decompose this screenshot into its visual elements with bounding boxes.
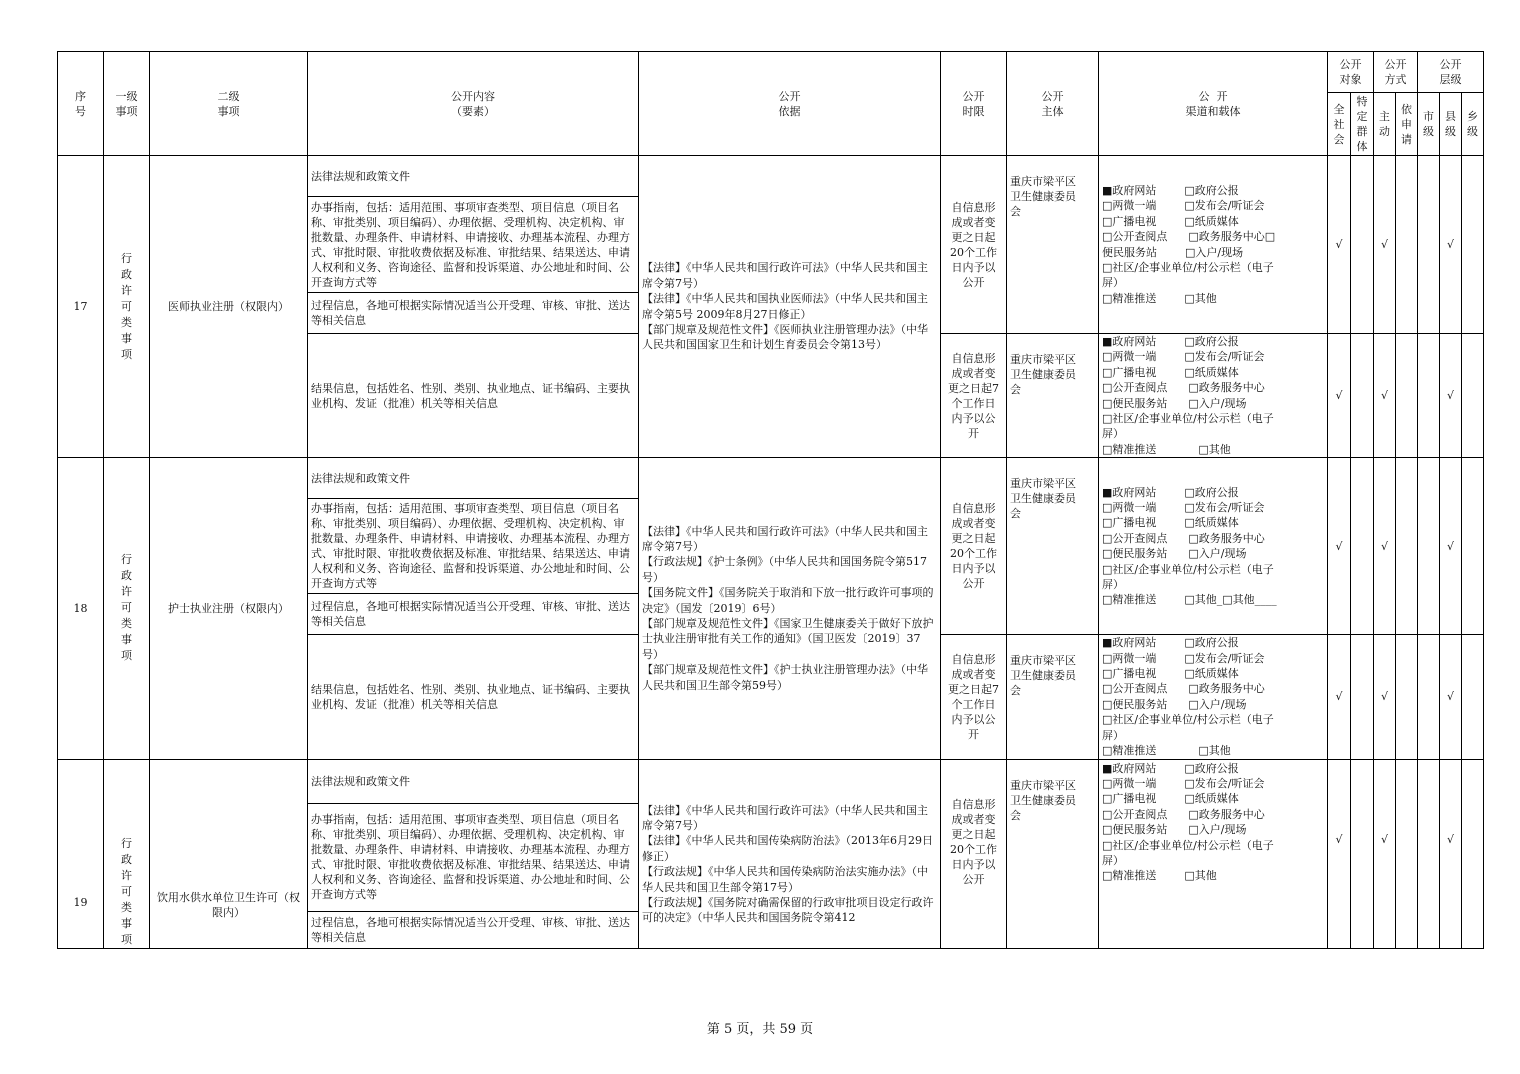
col-method-apply: 依 申 请 — [1396, 93, 1418, 156]
method-apply-empty — [1396, 759, 1418, 948]
row-channel: ■政府网站 □政府公报 □两微一端 □发布会/听证会 □广播电视 □纸质媒体 □公开查阅点 □政务服务中心 □便民服务站 □入户/现场 □社区/企事业单位/村公示栏（电子 屏） □精准推送 □其他_□其他____ — [1099, 458, 1328, 635]
method-apply-empty — [1396, 458, 1418, 635]
tier-town-empty — [1462, 635, 1484, 759]
method-apply-empty — [1396, 334, 1418, 458]
row-deadline: 自信息形 成或者变 更之日起 20个工作 日内予以 公开 — [941, 759, 1007, 948]
row-level1: 行 政 许 可 类 事 项 — [104, 759, 150, 948]
method-active-check: √ — [1374, 458, 1396, 635]
row-channel: ■政府网站 □政府公报 □两微一端 □发布会/听证会 □广播电视 □纸质媒体 □公开查阅点 □政务服务中心 □便民服务站 □入户/现场 □社区/企事业单位/村公示栏（电子 屏） □精准推送 □其他 — [1099, 635, 1328, 759]
col-level2: 二级 事项 — [150, 52, 308, 156]
method-active-check: √ — [1374, 334, 1396, 458]
tier-county-check: √ — [1440, 759, 1462, 948]
content-process: 过程信息，各地可根据实际情况适当公开受理、审核、审批、送达等相关信息 — [308, 293, 639, 334]
row-subject: 重庆市梁平区 卫生健康委员 会 — [1007, 334, 1099, 458]
row-channel: ■政府网站 □政府公报 □两微一端 □发布会/听证会 □广播电视 □纸质媒体 □公开查阅点 □政务服务中心□ 便民服务站 □入户/现场 □社区/企事业单位/村公示栏（电子 屏） □精准推送 □其他 — [1099, 156, 1328, 334]
row-level2: 饮用水供水单位卫生许可（权限内） — [150, 759, 308, 948]
col-method: 公开 方式 — [1374, 52, 1418, 93]
target-specific-empty — [1351, 458, 1374, 635]
content-guide: 办事指南，包括：适用范围、事项审查类型、项目信息（项目名称、审批类别、项目编码）、办理依据、受理机构、决定机构、审批数量、办理条件、申请材料、申请接收、办理基本流程、办理方式、审批时限、审批收费依据及标准、审批结果、结果送达、申请人权利和义务、咨询途径、监督和投诉渠道、办公地址和时间、公开查询方式等 — [308, 803, 639, 911]
tier-county-check: √ — [1440, 635, 1462, 759]
col-basis: 公开 依据 — [639, 52, 941, 156]
tier-town-empty — [1462, 334, 1484, 458]
tier-city-empty — [1418, 334, 1440, 458]
col-tier-county: 县 级 — [1440, 93, 1462, 156]
tier-city-empty — [1418, 458, 1440, 635]
target-specific-empty — [1351, 759, 1374, 948]
table-row — [58, 759, 1484, 803]
method-apply-empty — [1396, 635, 1418, 759]
tier-town-empty — [1462, 156, 1484, 334]
col-deadline: 公开 时限 — [941, 52, 1007, 156]
row-level2: 医师执业注册（权限内） — [150, 156, 308, 458]
tier-town-empty — [1462, 458, 1484, 635]
content-result: 结果信息，包括姓名、性别、类别、执业地点、证书编码、主要执业机构、发证（批准）机关等相关信息 — [308, 334, 639, 458]
target-specific-empty — [1351, 334, 1374, 458]
row-deadline: 自信息形 成或者变 更之日起7 个工作日 内予以公 开 — [941, 334, 1007, 458]
row-basis: 【法律】《中华人民共和国行政许可法》（中华人民共和国主席令第7号） 【法律】《中华人民共和国传染病防治法》（2013年6月29日修正） 【行政法规】《中华人民共和国传染病防治法实施办法》（中华人民共和国卫生部令第17号） 【行政法规】《国务院对确需保留的行政审批项目设定行政许可的决定》（中华人民共和国国务院令第412 — [639, 759, 941, 948]
col-tier-town: 乡 级 — [1462, 93, 1484, 156]
disclosure-table — [57, 51, 1484, 949]
content-guide: 办事指南，包括：适用范围、事项审查类型、项目信息（项目名称、审批类别、项目编码）、办理依据、受理机构、决定机构、审批数量、办理条件、申请材料、申请接收、办理基本流程、办理方式、审批时限、审批收费依据及标准、审批结果、结果送达、申请人权利和义务、咨询途径、监督和投诉渠道、办公地址和时间、公开查询方式等 — [308, 197, 639, 293]
row-channel: ■政府网站 □政府公报 □两微一端 □发布会/听证会 □广播电视 □纸质媒体 □公开查阅点 □政务服务中心 □便民服务站 □入户/现场 □社区/企事业单位/村公示栏（电子 屏） □精准推送 □其他 — [1099, 759, 1328, 948]
row-subject: 重庆市梁平区 卫生健康委员 会 — [1007, 635, 1099, 759]
target-all-check: √ — [1328, 156, 1351, 334]
method-active-check: √ — [1374, 759, 1396, 948]
content-law: 法律法规和政策文件 — [308, 458, 639, 499]
tier-county-check: √ — [1440, 334, 1462, 458]
content-result: 结果信息，包括姓名、性别、类别、执业地点、证书编码、主要执业机构、发证（批准）机关等相关信息 — [308, 635, 639, 759]
col-seq: 序 号 — [58, 52, 104, 156]
row-seq: 17 — [58, 156, 104, 458]
col-target: 公开 对象 — [1328, 52, 1374, 93]
row-basis: 【法律】《中华人民共和国行政许可法》（中华人民共和国主席令第7号） 【法律】《中华人民共和国执业医师法》（中华人民共和国主席令第5号 2009年8月27日修正） 【部门规章及规范性文件】《医师执业注册管理办法》（中华人民共和国国家卫生和计划生育委员会令第13号） — [639, 156, 941, 458]
content-guide: 办事指南，包括：适用范围、事项审查类型、项目信息（项目名称、审批类别、项目编码）、办理依据、受理机构、决定机构、审批数量、办理条件、申请材料、申请接收、办理基本流程、办理方式、审批时限、审批收费依据及标准、审批结果、结果送达、申请人权利和义务、咨询途径、监督和投诉渠道、办公地址和时间、公开查询方式等 — [308, 499, 639, 594]
tier-city-empty — [1418, 635, 1440, 759]
row-level2: 护士执业注册（权限内） — [150, 458, 308, 759]
row-deadline: 自信息形 成或者变 更之日起 20个工作 日内予以 公开 — [941, 458, 1007, 635]
target-all-check: √ — [1328, 458, 1351, 635]
target-all-check: √ — [1328, 635, 1351, 759]
col-target-all: 全 社 会 — [1328, 93, 1351, 156]
tier-city-empty — [1418, 156, 1440, 334]
row-basis: 【法律】《中华人民共和国行政许可法》（中华人民共和国主席令第7号） 【行政法规】《护士条例》（中华人民共和国国务院令第517号） 【国务院文件】《国务院关于取消和下放一批行政许可事项的决定》（国发〔2019〕6号） 【部门规章及规范性文件】《国家卫生健康委关于做好下放护士执业注册审批有关工作的通知》（国卫医发〔2019〕37号） 【部门规章及规范性文件】《护士执业注册管理办法》（中华人民共和国卫生部令第59号） — [639, 458, 941, 759]
target-all-check: √ — [1328, 759, 1351, 948]
method-active-check: √ — [1374, 156, 1396, 334]
content-law: 法律法规和政策文件 — [308, 156, 639, 197]
col-subject: 公开 主体 — [1007, 52, 1099, 156]
content-process: 过程信息，各地可根据实际情况适当公开受理、审核、审批、送达等相关信息 — [308, 911, 639, 948]
col-content: 公开内容 （要素） — [308, 52, 639, 156]
col-channel: 公 开 渠道和载体 — [1099, 52, 1328, 156]
col-target-specific: 特 定 群 体 — [1351, 93, 1374, 156]
content-process: 过程信息，各地可根据实际情况适当公开受理、审核、审批、送达等相关信息 — [308, 594, 639, 635]
row-seq: 19 — [58, 759, 104, 948]
tier-county-check: √ — [1440, 156, 1462, 334]
table-row — [58, 156, 1484, 197]
row-channel: ■政府网站 □政府公报 □两微一端 □发布会/听证会 □广播电视 □纸质媒体 □公开查阅点 □政务服务中心 □便民服务站 □入户/现场 □社区/企事业单位/村公示栏（电子 屏） □精准推送 □其他 — [1099, 334, 1328, 458]
target-specific-empty — [1351, 635, 1374, 759]
row-subject: 重庆市梁平区 卫生健康委员 会 — [1007, 759, 1099, 948]
table-row — [58, 458, 1484, 499]
target-specific-empty — [1351, 156, 1374, 334]
row-level1: 行 政 许 可 类 事 项 — [104, 156, 150, 458]
col-tier-city: 市 级 — [1418, 93, 1440, 156]
target-all-check: √ — [1328, 334, 1351, 458]
page-footer: 第 5 页，共 59 页 — [706, 1022, 814, 1037]
row-seq: 18 — [58, 458, 104, 759]
tier-county-check: √ — [1440, 458, 1462, 635]
tier-town-empty — [1462, 759, 1484, 948]
tier-city-empty — [1418, 759, 1440, 948]
header-row — [58, 52, 1484, 93]
row-level1: 行 政 许 可 类 事 项 — [104, 458, 150, 759]
col-level1: 一级 事项 — [104, 52, 150, 156]
content-law: 法律法规和政策文件 — [308, 759, 639, 803]
row-subject: 重庆市梁平区 卫生健康委员 会 — [1007, 156, 1099, 334]
col-tier: 公开 层级 — [1418, 52, 1484, 93]
method-active-check: √ — [1374, 635, 1396, 759]
method-apply-empty — [1396, 156, 1418, 334]
row-deadline: 自信息形 成或者变 更之日起7 个工作日 内予以公 开 — [941, 635, 1007, 759]
col-method-active: 主 动 — [1374, 93, 1396, 156]
row-subject: 重庆市梁平区 卫生健康委员 会 — [1007, 458, 1099, 635]
row-deadline: 自信息形 成或者变 更之日起 20个工作 日内予以 公开 — [941, 156, 1007, 334]
